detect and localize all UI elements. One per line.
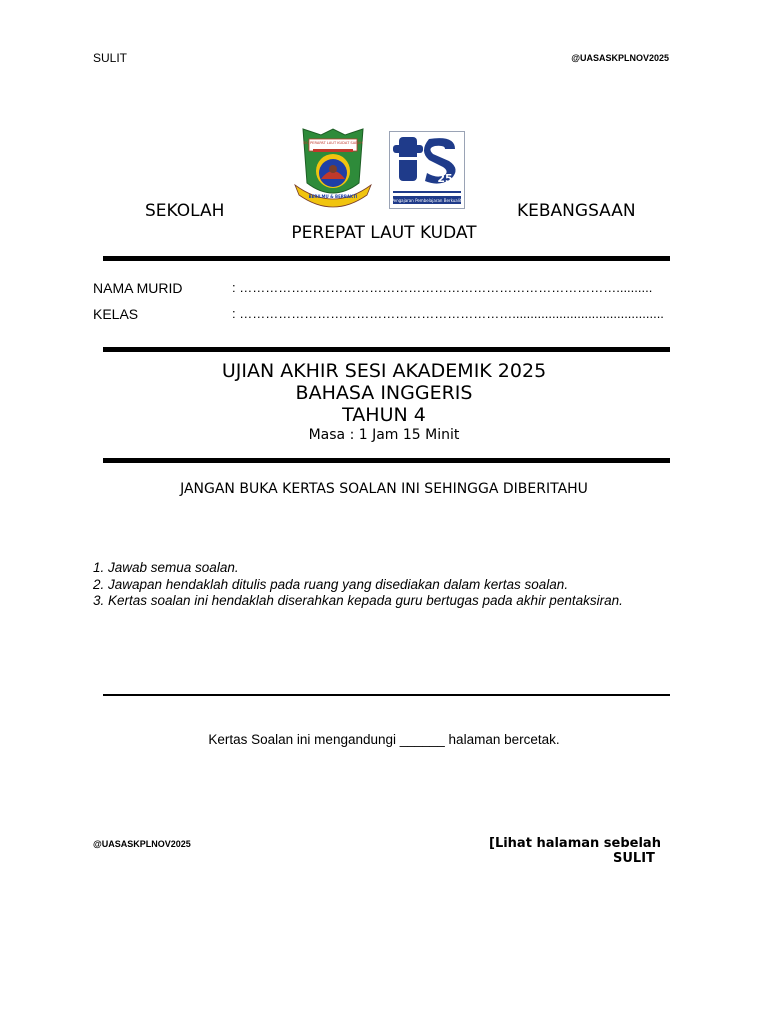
page-count-note: Kertas Soalan ini mengandungi ______ halaman bercetak. bbox=[208, 732, 560, 747]
instructions-list bbox=[93, 560, 623, 610]
divider-rule bbox=[103, 458, 670, 463]
crest-motto: BERILMU & BERBAKTI bbox=[308, 194, 358, 199]
school-name-word1: SEKOLAH bbox=[145, 201, 225, 221]
divider-rule bbox=[103, 347, 670, 352]
ts25-tagline: Pengajaran Pembelajaran Berkualiti bbox=[391, 197, 463, 203]
class-field[interactable]: : ……………………………………………………….......................................... bbox=[232, 306, 664, 321]
student-name-label: NAMA MURID bbox=[93, 280, 183, 296]
exam-duration: Masa : 1 Jam 15 Minit bbox=[308, 427, 460, 443]
instruction-item: 1. Jawab semua soalan. bbox=[93, 560, 239, 575]
crest-school-name: SK. PERAPAT LAUT KUDAT SABAH bbox=[303, 141, 363, 145]
school-crest-logo bbox=[293, 125, 373, 215]
footer-classification: SULIT bbox=[613, 851, 655, 866]
header-classification: SULIT bbox=[93, 51, 128, 65]
do-not-open-warning: JANGAN BUKA KERTAS SOALAN INI SEHINGGA DIBERITAHU bbox=[180, 481, 588, 497]
school-name-line2: PEREPAT LAUT KUDAT bbox=[291, 223, 477, 243]
school-name-word2: KEBANGSAAN bbox=[517, 201, 636, 221]
ts25-logo bbox=[389, 131, 465, 209]
divider-rule bbox=[103, 256, 670, 261]
header-code: @UASASKPLNOV2025 bbox=[571, 53, 669, 63]
instruction-item: 3. Kertas soalan ini hendaklah diserahkan kepada guru bertugas pada akhir pentaksiran. bbox=[93, 593, 623, 608]
ts25-number: 25 bbox=[437, 172, 453, 185]
instruction-item: 2. Jawapan hendaklah ditulis pada ruang yang disediakan dalam kertas soalan. bbox=[93, 576, 569, 592]
student-name-field[interactable]: : …………………………………………………………………………….......... bbox=[232, 280, 653, 295]
footer-code: @UASASKPLNOV2025 bbox=[93, 839, 191, 849]
divider-rule bbox=[103, 694, 670, 696]
exam-subject: BAHASA INGGERIS bbox=[295, 382, 473, 404]
class-label: KELAS bbox=[93, 306, 139, 322]
exam-title: UJIAN AKHIR SESI AKADEMIK 2025 bbox=[221, 360, 547, 382]
footer-next-page-note: [Lihat halaman sebelah bbox=[489, 836, 661, 851]
exam-year: TAHUN 4 bbox=[342, 404, 426, 426]
